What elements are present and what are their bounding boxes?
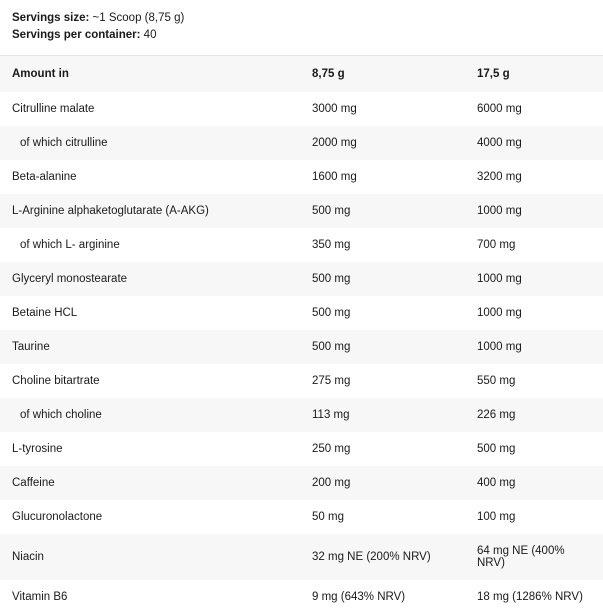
ingredient-name: Betaine HCL [0,296,300,330]
ingredient-amount-2: 100 mg [465,500,603,534]
table-row [0,432,603,466]
ingredient-amount-1: 200 mg [300,466,465,500]
ingredient-amount-1: 250 mg [300,432,465,466]
ingredient-amount-1: 3000 mg [300,92,465,126]
servings-per-container-value: 40 [143,28,157,41]
servings-info [0,0,603,55]
ingredient-amount-2: 18 mg (1286% NRV) [465,580,603,614]
table-row [0,398,603,432]
ingredient-name: Glyceryl monostearate [0,262,300,296]
ingredient-amount-2: 700 mg [465,228,603,262]
ingredient-name: Choline bitartrate [0,364,300,398]
ingredient-amount-2: 1000 mg [465,296,603,330]
ingredient-amount-2: 1000 mg [465,330,603,364]
table-row [0,500,603,534]
table-row [0,364,603,398]
ingredient-name: L-Arginine alphaketoglutarate (A-AKG) [0,194,300,228]
ingredient-amount-2: 1000 mg [465,262,603,296]
ingredient-name: Niacin [0,534,300,580]
table-row [0,194,603,228]
ingredient-amount-1: 2000 mg [300,126,465,160]
ingredient-amount-2: 500 mg [465,432,603,466]
ingredient-amount-2: 4000 mg [465,126,603,160]
servings-per-container-line [12,27,591,44]
ingredient-amount-1: 1600 mg [300,160,465,194]
ingredient-amount-2: 64 mg NE (400% NRV) [465,534,603,580]
ingredient-amount-1: 32 mg NE (200% NRV) [300,534,465,580]
table-row [0,228,603,262]
ingredient-amount-2: 226 mg [465,398,603,432]
ingredient-amount-1: 500 mg [300,330,465,364]
ingredient-amount-2: 550 mg [465,364,603,398]
servings-size-line [12,10,591,27]
ingredient-amount-1: 350 mg [300,228,465,262]
ingredient-amount-1: 50 mg [300,500,465,534]
table-row [0,160,603,194]
ingredient-amount-2: 3200 mg [465,160,603,194]
ingredient-amount-1: 500 mg [300,262,465,296]
ingredient-amount-1: 275 mg [300,364,465,398]
ingredient-amount-1: 500 mg [300,296,465,330]
table-row [0,580,603,614]
table-body [0,92,603,614]
servings-per-container-label: Servings per container: [12,28,141,41]
servings-size-label: Servings size: [12,12,90,24]
nutrition-table [0,55,603,614]
column-header-amount-in: Amount in [0,56,300,93]
ingredient-name: Citrulline malate [0,92,300,126]
table-row [0,126,603,160]
ingredient-amount-2: 6000 mg [465,92,603,126]
column-header-serving-2: 17,5 g [465,56,603,93]
table-row [0,466,603,500]
ingredient-name: of which choline [0,398,300,432]
table-header [0,56,603,93]
ingredient-name: L-tyrosine [0,432,300,466]
ingredient-name: of which L- arginine [0,228,300,262]
table-row [0,534,603,580]
ingredient-name: Glucuronolactone [0,500,300,534]
ingredient-amount-1: 500 mg [300,194,465,228]
ingredient-name: Taurine [0,330,300,364]
servings-size-value: ~1 Scoop (8,75 g) [92,12,185,24]
ingredient-name: Vitamin B6 [0,580,300,614]
ingredient-amount-2: 1000 mg [465,194,603,228]
table-header-row [0,56,603,93]
table-row [0,296,603,330]
ingredient-name: of which citrulline [0,126,300,160]
table-row [0,92,603,126]
ingredient-name: Caffeine [0,466,300,500]
ingredient-name: Beta-alanine [0,160,300,194]
table-row [0,330,603,364]
column-header-serving-1: 8,75 g [300,56,465,93]
ingredient-amount-2: 400 mg [465,466,603,500]
ingredient-amount-1: 113 mg [300,398,465,432]
table-row [0,262,603,296]
ingredient-amount-1: 9 mg (643% NRV) [300,580,465,614]
